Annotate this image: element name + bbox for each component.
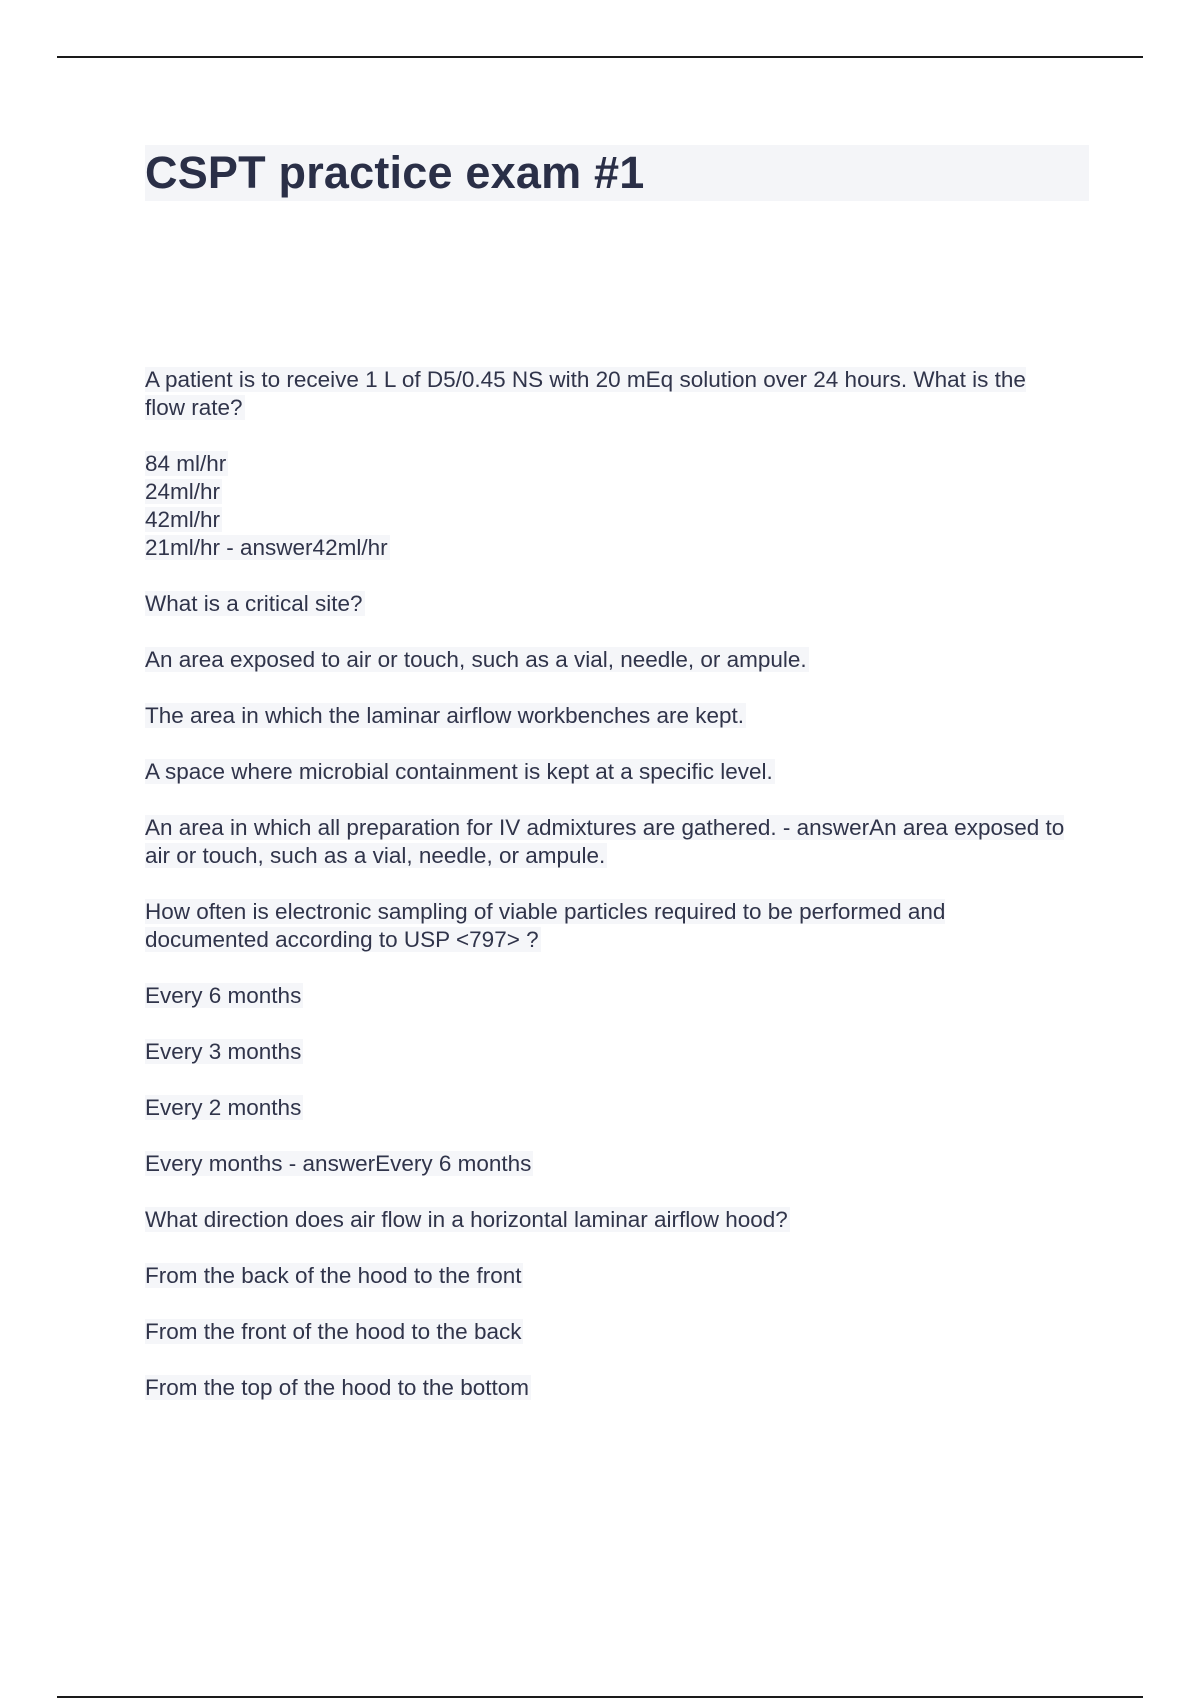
- top-rule: [57, 56, 1143, 58]
- option-item: An area exposed to air or touch, such as a vial, needle, or ampule.: [145, 647, 807, 672]
- question-2: [145, 590, 365, 618]
- option-item: Every 6 months: [145, 983, 302, 1008]
- question-1: [145, 366, 1065, 422]
- document-body: [145, 366, 1065, 1430]
- option-item: 24ml/hr: [145, 479, 221, 504]
- question-4-text: What direction does air flow in a horizontal laminar airflow hood?: [145, 1207, 788, 1232]
- option-item: From the front of the hood to the back: [145, 1319, 522, 1344]
- question-3-text: How often is electronic sampling of viable particles required to be performed and documented according to USP <797> ?: [145, 899, 946, 952]
- option-item: Every 2 months: [145, 1095, 302, 1120]
- question-1-options: [145, 450, 390, 562]
- option-item: The area in which the laminar airflow workbenches are kept.: [145, 703, 745, 728]
- page-title: CSPT practice exam #1: [145, 147, 645, 198]
- option-item: 42ml/hr: [145, 507, 221, 532]
- option-item: From the top of the hood to the bottom: [145, 1375, 529, 1400]
- question-2-text: What is a critical site?: [145, 591, 363, 616]
- option-item: A space where microbial containment is kept at a specific level.: [145, 759, 773, 784]
- question-3: [145, 898, 1065, 954]
- option-item: Every 3 months: [145, 1039, 302, 1064]
- title-block: [145, 145, 1089, 201]
- question-4: [145, 1206, 790, 1234]
- option-item: Every months - answerEvery 6 months: [145, 1151, 532, 1176]
- option-item: 84 ml/hr: [145, 451, 227, 476]
- question-1-text: A patient is to receive 1 L of D5/0.45 NS with 20 mEq solution over 24 hours. What is the flow rate?: [145, 367, 1026, 420]
- option-item: From the back of the hood to the front: [145, 1263, 522, 1288]
- option-item: 21ml/hr - answer42ml/hr: [145, 535, 388, 560]
- option-item: An area in which all preparation for IV admixtures are gathered. - answerAn area exposed to air or touch, such as a vial, needle, or ampule.: [145, 815, 1065, 868]
- bottom-rule: [57, 1696, 1143, 1698]
